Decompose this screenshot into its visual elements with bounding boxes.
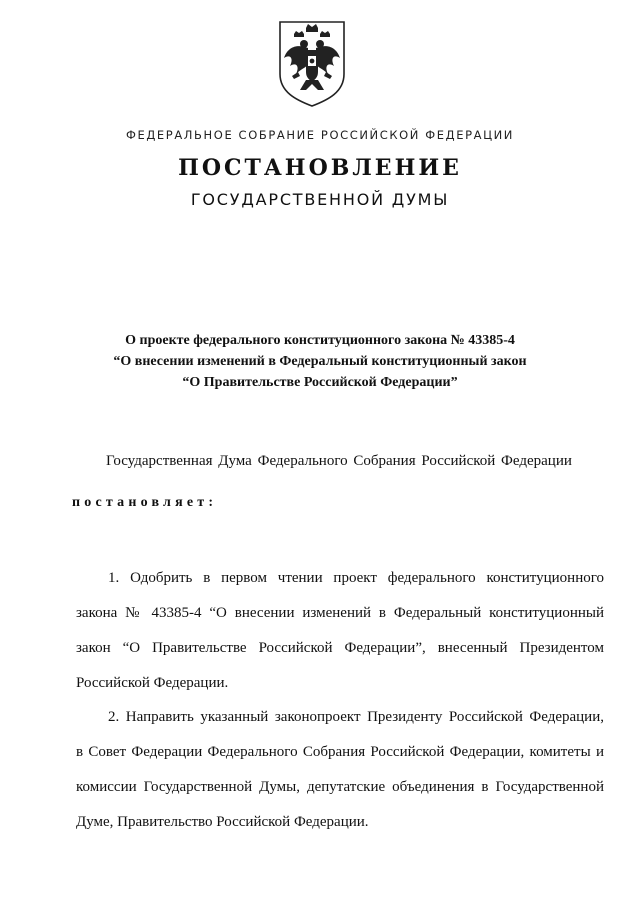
paragraph-1 (76, 561, 604, 701)
preamble-text: Государственная Дума Федерального Собрания Российской Федерации (106, 453, 572, 469)
paragraph-line: закон “О Правительстве Российской Федерации”, внесенный Президентом (76, 640, 604, 656)
paragraph-line: Думе, Правительство Российской Федерации. (76, 814, 369, 830)
emblem-svg (276, 18, 348, 108)
title-line: “О Правительстве Российской Федерации” (182, 375, 458, 390)
paragraph-line: комиссии Государственной Думы, депутатские объединения в Государственной (76, 779, 604, 795)
document-subtitle: ГОСУДАРСТВЕННОЙ ДУМЫ (190, 190, 450, 209)
paragraph-line: 2. Направить указанный законопроект Президенту Российской Федерации, (108, 709, 604, 725)
organization-heading: ФЕДЕРАЛЬНОЕ СОБРАНИЕ РОССИЙСКОЙ ФЕДЕРАЦИИ (125, 128, 515, 142)
title-line: “О внесении изменений в Федеральный конституционный закон (113, 354, 527, 369)
paragraph-line: 1. Одобрить в первом чтении проект федерального конституционного (108, 570, 604, 586)
paragraph-line: в Совет Федерации Федерального Собрания Российской Федерации, комитеты и (76, 744, 604, 760)
paragraph-line: Российской Федерации. (76, 675, 229, 691)
title-line: О проекте федерального конституционного закона № 43385-4 (125, 333, 515, 348)
resolution-title (0, 330, 640, 393)
paragraph-2 (76, 700, 604, 840)
coat-of-arms-icon (276, 18, 348, 108)
resolves-label: постановляет: (72, 495, 218, 510)
paragraph-line: закона № 43385-4 “О внесении изменений в Федеральный конституционный (76, 605, 604, 621)
document-type-heading: ПОСТАНОВЛЕНИЕ (178, 155, 462, 181)
